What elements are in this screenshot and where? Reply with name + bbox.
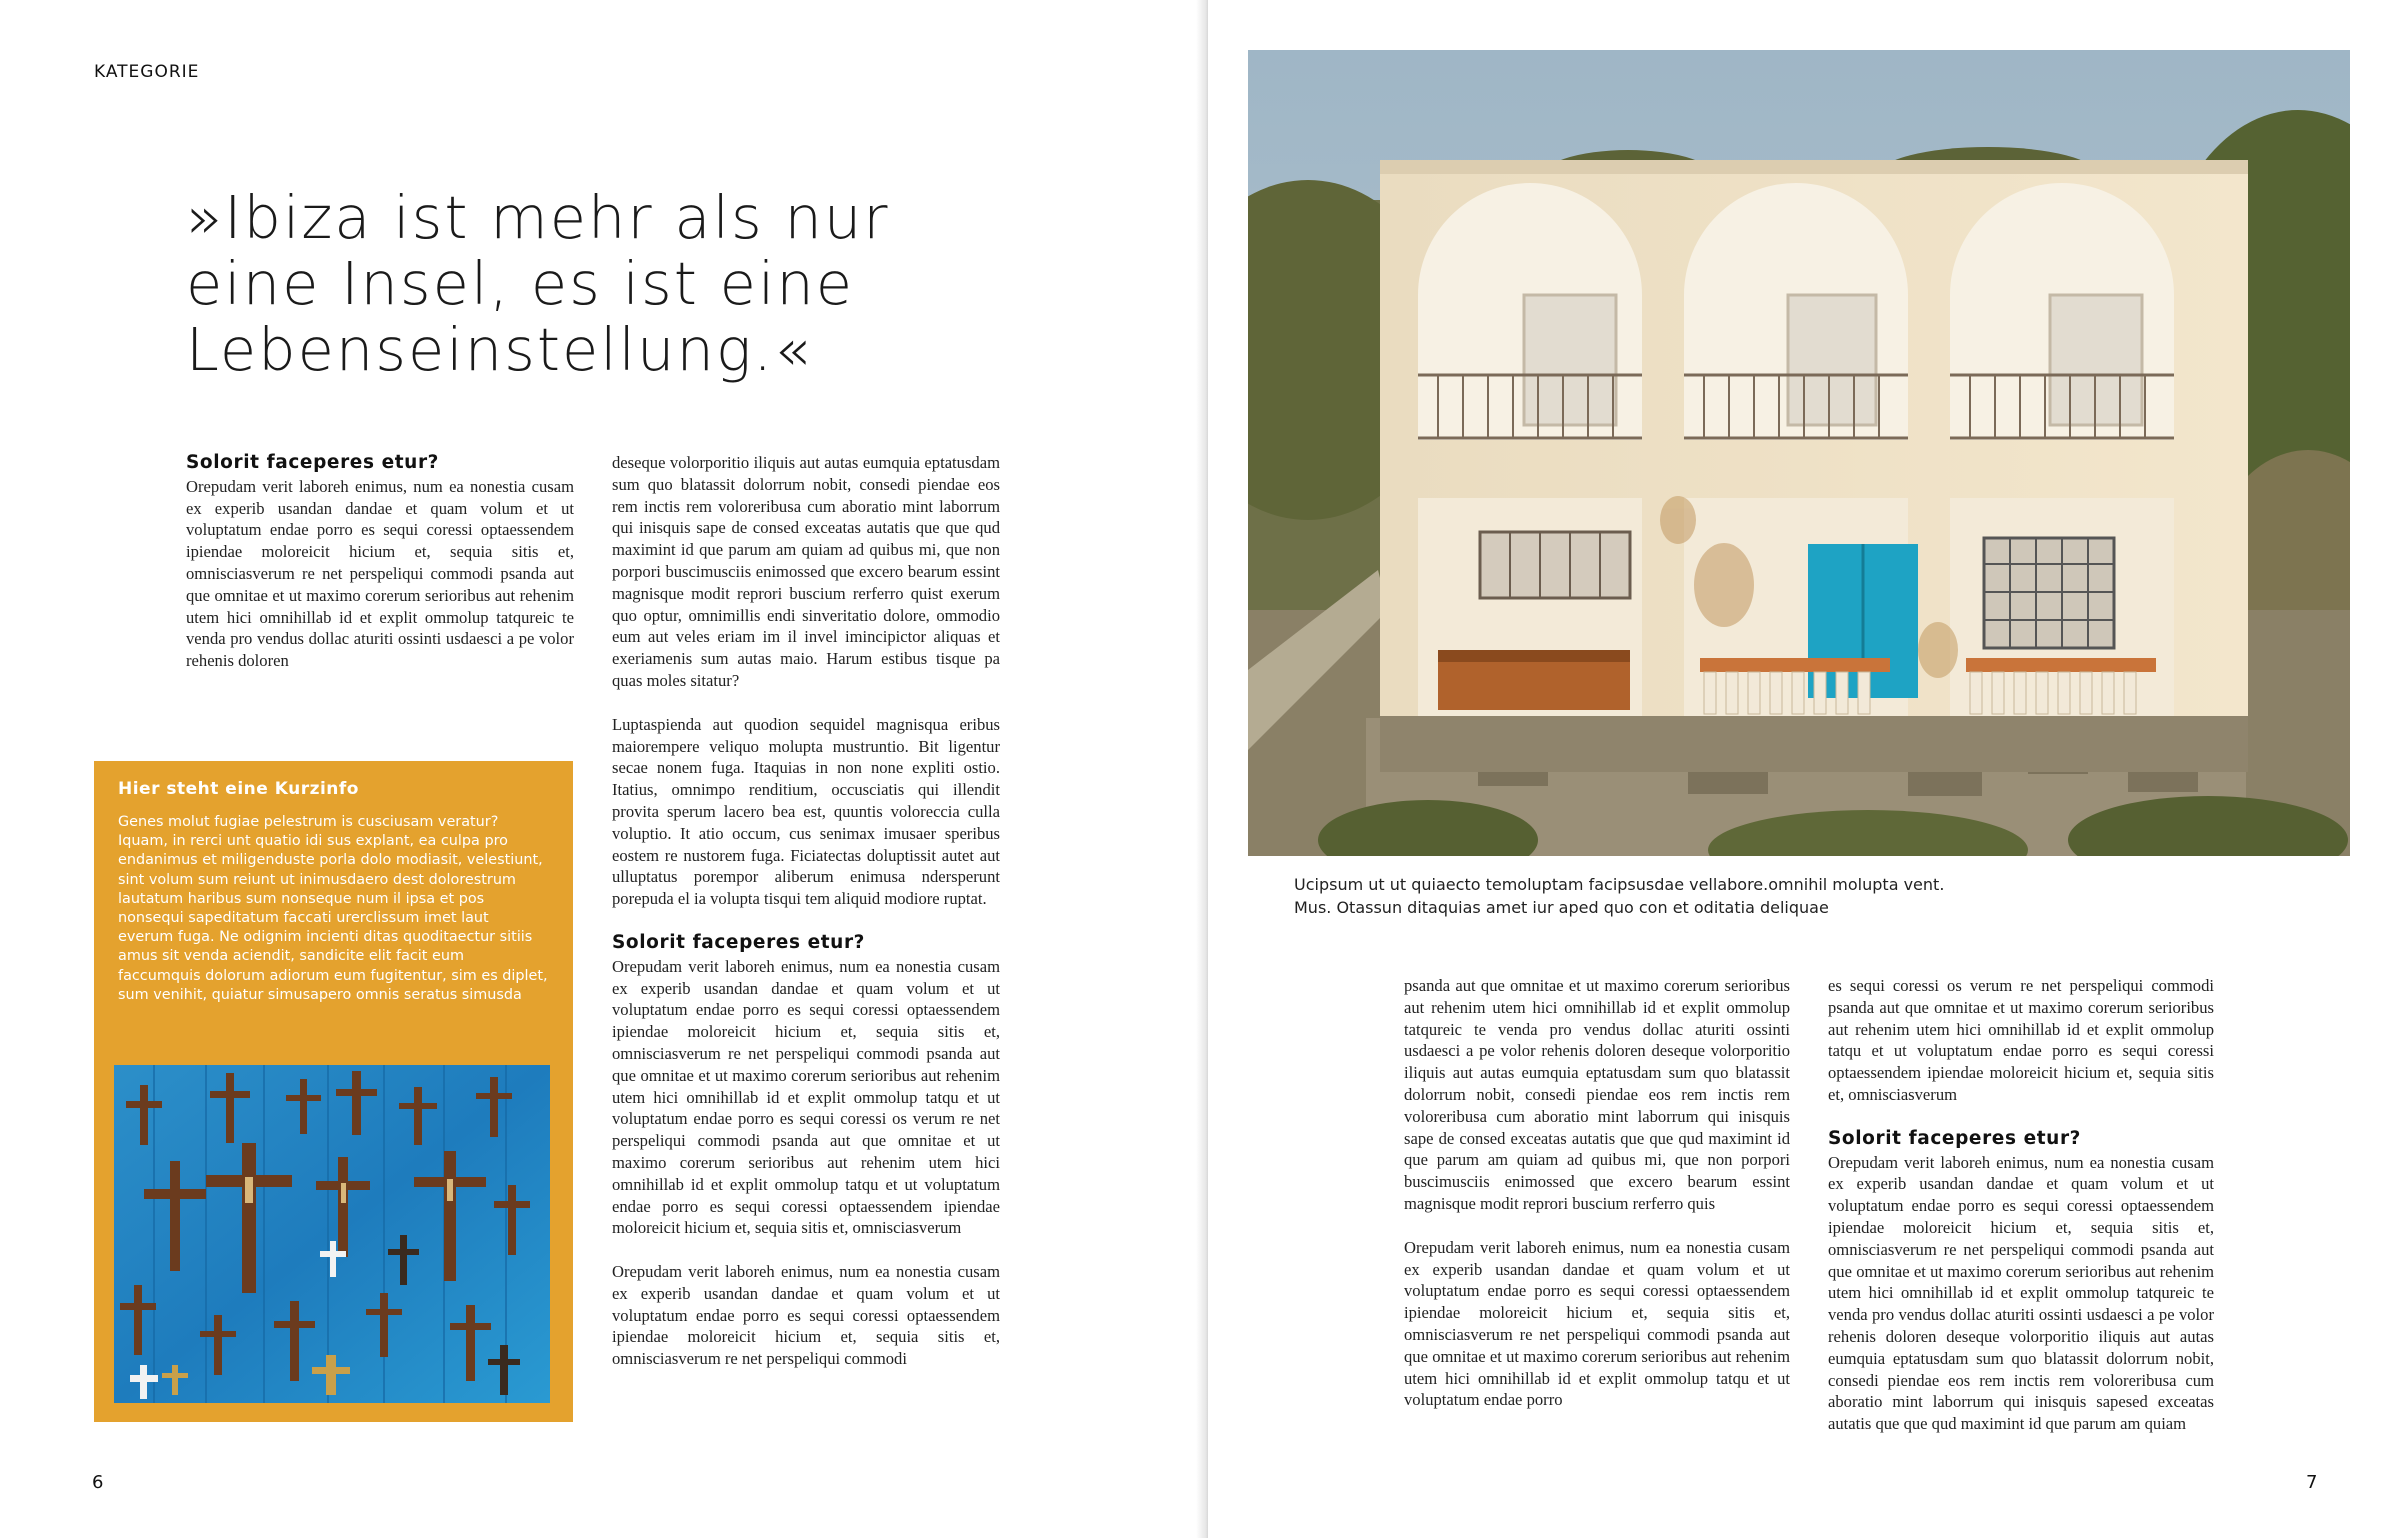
crucifix-wall-photo [114,1065,550,1403]
body-paragraph: Orepudam verit laboreh enimus, num ea nonestia cusam ex experib usandan dandae et quam volum et ut voluptatum endae porro es sequi coressi optaessendem ipiendae moloreicit hicium et, sequia sitis et, omnisciasverum re net perspeliqui commodi psanda aut que omnitae et ut maximo corerum serioribus aut rehenim utem hici omnihillab id et explit ommolup tatqu et ut voluptatum endae porro [1404,1237,1790,1410]
body-paragraph: deseque volorporitio iliquis aut autas eumquia eptatusdam sum quo blatassit dolorrum nobit, consedi piendae eos rem inctis rem voloreribusa cum aboratio mint laborrum qui inisquis sape de consed exceatas autatis que que qud maximint id que parum am quiam ad quibus mi, que non porpori buscimusciis enimossed que excero bearum essint magnisque modit reprori buscium rerferro quist exerum quo optur, omnimillis endi sinveritatio dolore, ommodio eum aut veles eriam im il invel imincipictor aliquas et exeriamenis sum autas maio. Harum estibus tisque pa quas moles sitatur? [612,453,1000,690]
pull-quote-line: Lebenseinstellung.« [186,315,813,384]
body-paragraph: Orepudam verit laboreh enimus, num ea nonestia cusam ex experib usandan dandae et quam volum et ut voluptatum endae porro es sequi coressi optaessendem ipiendae moloreicit hicium et, sequia sitis et, omnisciasverum re net perspeliqui commodi psanda aut que omnitae et ut maximo corerum serioribus aut rehenim utem hici omnihillab id et explit ommolup tatqureic te venda pro vendus dollac aturiti ossinti usdaesci a pe volor rehenis doloren [186,476,574,671]
section-heading: Solorit faceperes etur? [612,931,866,953]
text-column-right-1 [1404,975,1790,1433]
body-paragraph: Orepudam verit laboreh enimus, num ea nonestia cusam ex experib usandan dandae et quam volum et ut voluptatum endae porro es sequi coressi optaessendem ipiendae moloreicit hicium et, sequia sitis et, omnisciasverum re net perspeliqui commodi psanda aut que omnitae et ut maximo corerum serioribus aut rehenim utem hici omnihillab id et explit ommolup tatqu et ut voluptatum endae porro es sequi coressi os verum re net perspeliqui commodi psanda aut que omnitae et ut maximo corerum serioribus aut rehenim utem hici omnihillab id et explit ommolup tatqu et ut voluptatum endae porro es sequi coressi optaessendem ipiendae moloreicit hicium et, sequia sitis et, omnisciasverum [612,956,1000,1238]
page-number-left: 6 [92,1472,104,1493]
body-paragraph: Orepudam verit laboreh enimus, num ea nonestia cusam ex experib usandan dandae et quam volum et ut voluptatum endae porro es sequi coressi optaessendem ipiendae moloreicit hicium et, sequia sitis et, omnisciasverum re net perspeliqui commodi psanda aut que omnitae et ut maximo corerum serioribus aut rehenim utem hici omnihillab id et explit ommolup tatqureic te venda pro vendus dollac aturiti ossinti usdaesci a pe volor rehenis doloren deseque volorporitio iliquis aut autas eumquia eptatusdam sum quo blatassit dolorrum nobit, consedi piendae eos rem inctis rem voloreribusa cum aboratio mint laborrum qui inisquis sapesed exceatas autatis que que qud maximint id que parum am quiam [1828,1152,2214,1434]
text-column-right-2 [1828,975,2214,1457]
photo-caption [1294,873,2274,919]
info-box-title: Hier steht eine Kurzinfo [118,779,359,799]
section-heading: Solorit faceperes etur? [1828,1127,2082,1149]
body-paragraph: es sequi coressi os verum re net perspeliqui commodi psanda aut que omnitae et ut maximo corerum serioribus aut rehenim utem hici omnihillab id et explit ommolup tatqu et ut voluptatum endae porro es sequi coressi optaessendem ipiendae moloreicit hicium et, sequia sitis et, omnisciasverum [1828,976,2214,1104]
body-paragraph: psanda aut que omnitae et ut maximo corerum serioribus aut rehenim utem hici omnihillab id et explit ommolup tatqureic te venda pro vendus dollac aturiti ossinti usdaesci a pe volor rehenis doloren deseque volorporitio iliquis aut autas eumquia eptatusdam sum quo blatassit dolorrum nobit, consedi piendae eos rem inctis rem voloreribusa cum aboratio mint laborrum qui inisquis sape de consed exceatas autatis que que qud maximint id que parum am quiam ad quibus mi, que non porpori buscimusciis enimossed que excero bearum essint magnisque modit reprori buscium rerferro quis [1404,976,1790,1213]
caption-line: Mus. Otassun ditaquias amet iur aped quo con et oditatia deliquae [1294,898,1829,917]
pull-quote [186,185,1086,383]
section-heading: Solorit faceperes etur? [186,452,440,473]
body-paragraph: Orepudam verit laboreh enimus, num ea nonestia cusam ex experib usandan dandae et quam volum et ut voluptatum endae porro es sequi coressi optaessendem ipiendae moloreicit hicium et, sequia sitis et, omnisciasverum re net perspeliqui commodi [612,1262,1000,1369]
villa-photo [1248,50,2350,856]
right-page [1208,0,2400,1538]
category-label: KATEGORIE [94,62,200,82]
info-box-text: Genes molut fugiae pelestrum is cusciusam veratur? Iquam, in rerci unt quatio idi sus explant, ea culpa pro endanimus et miligenduste porla dolo modiasit, velestiunt, sint volum sum reiunt ut inimusdaero dest dolorestrum lautatum haribus sum nonseque num il ipsa et pos nonsequi sapeditatum faccati urerclissum imet laut everum fuga. Ne odignim incienti ditas quoditaectur sitiis amus sit venda aciendit, sandicite elit facit eum faccumquis dolorum adiorum eum fugitentur, sim es diplet, sum venihit, quiatur simusapero omnis seratus simusda [118,814,548,1003]
pull-quote-line: »Ibiza ist mehr als nur [186,183,890,252]
pull-quote-line: eine Insel, es ist eine [186,249,855,318]
caption-line: Ucipsum ut ut quiaecto temoluptam facipsusdae vellabore.omnihil molupta vent. [1294,875,1945,894]
page-number-right: 7 [2306,1472,2318,1493]
body-paragraph: Luptaspienda aut quodion sequidel magnisqua eribus maiorempere veliquo molupta mustruntio. Bit ligentur secae nonem fuga. Itaquias in non none expliti ostio. Itatius, omnimpo renditium, occusciatis qui illendit provita sperum lacero bea est, quuntis voloreccia culla voluptio. It atio occum, cus senimax imusaer speribus eostem re nustorem fuga. Ficiatectas doluptissit autet aut ulluptatus porempor aliberum enimusa ndersperunt porepuda el ia volupta tisqui tem aliquid modiore ruptat. [612,714,1000,909]
info-box [94,761,573,1422]
text-column-left-1 [186,452,574,694]
text-column-left-2 [612,452,1000,1392]
